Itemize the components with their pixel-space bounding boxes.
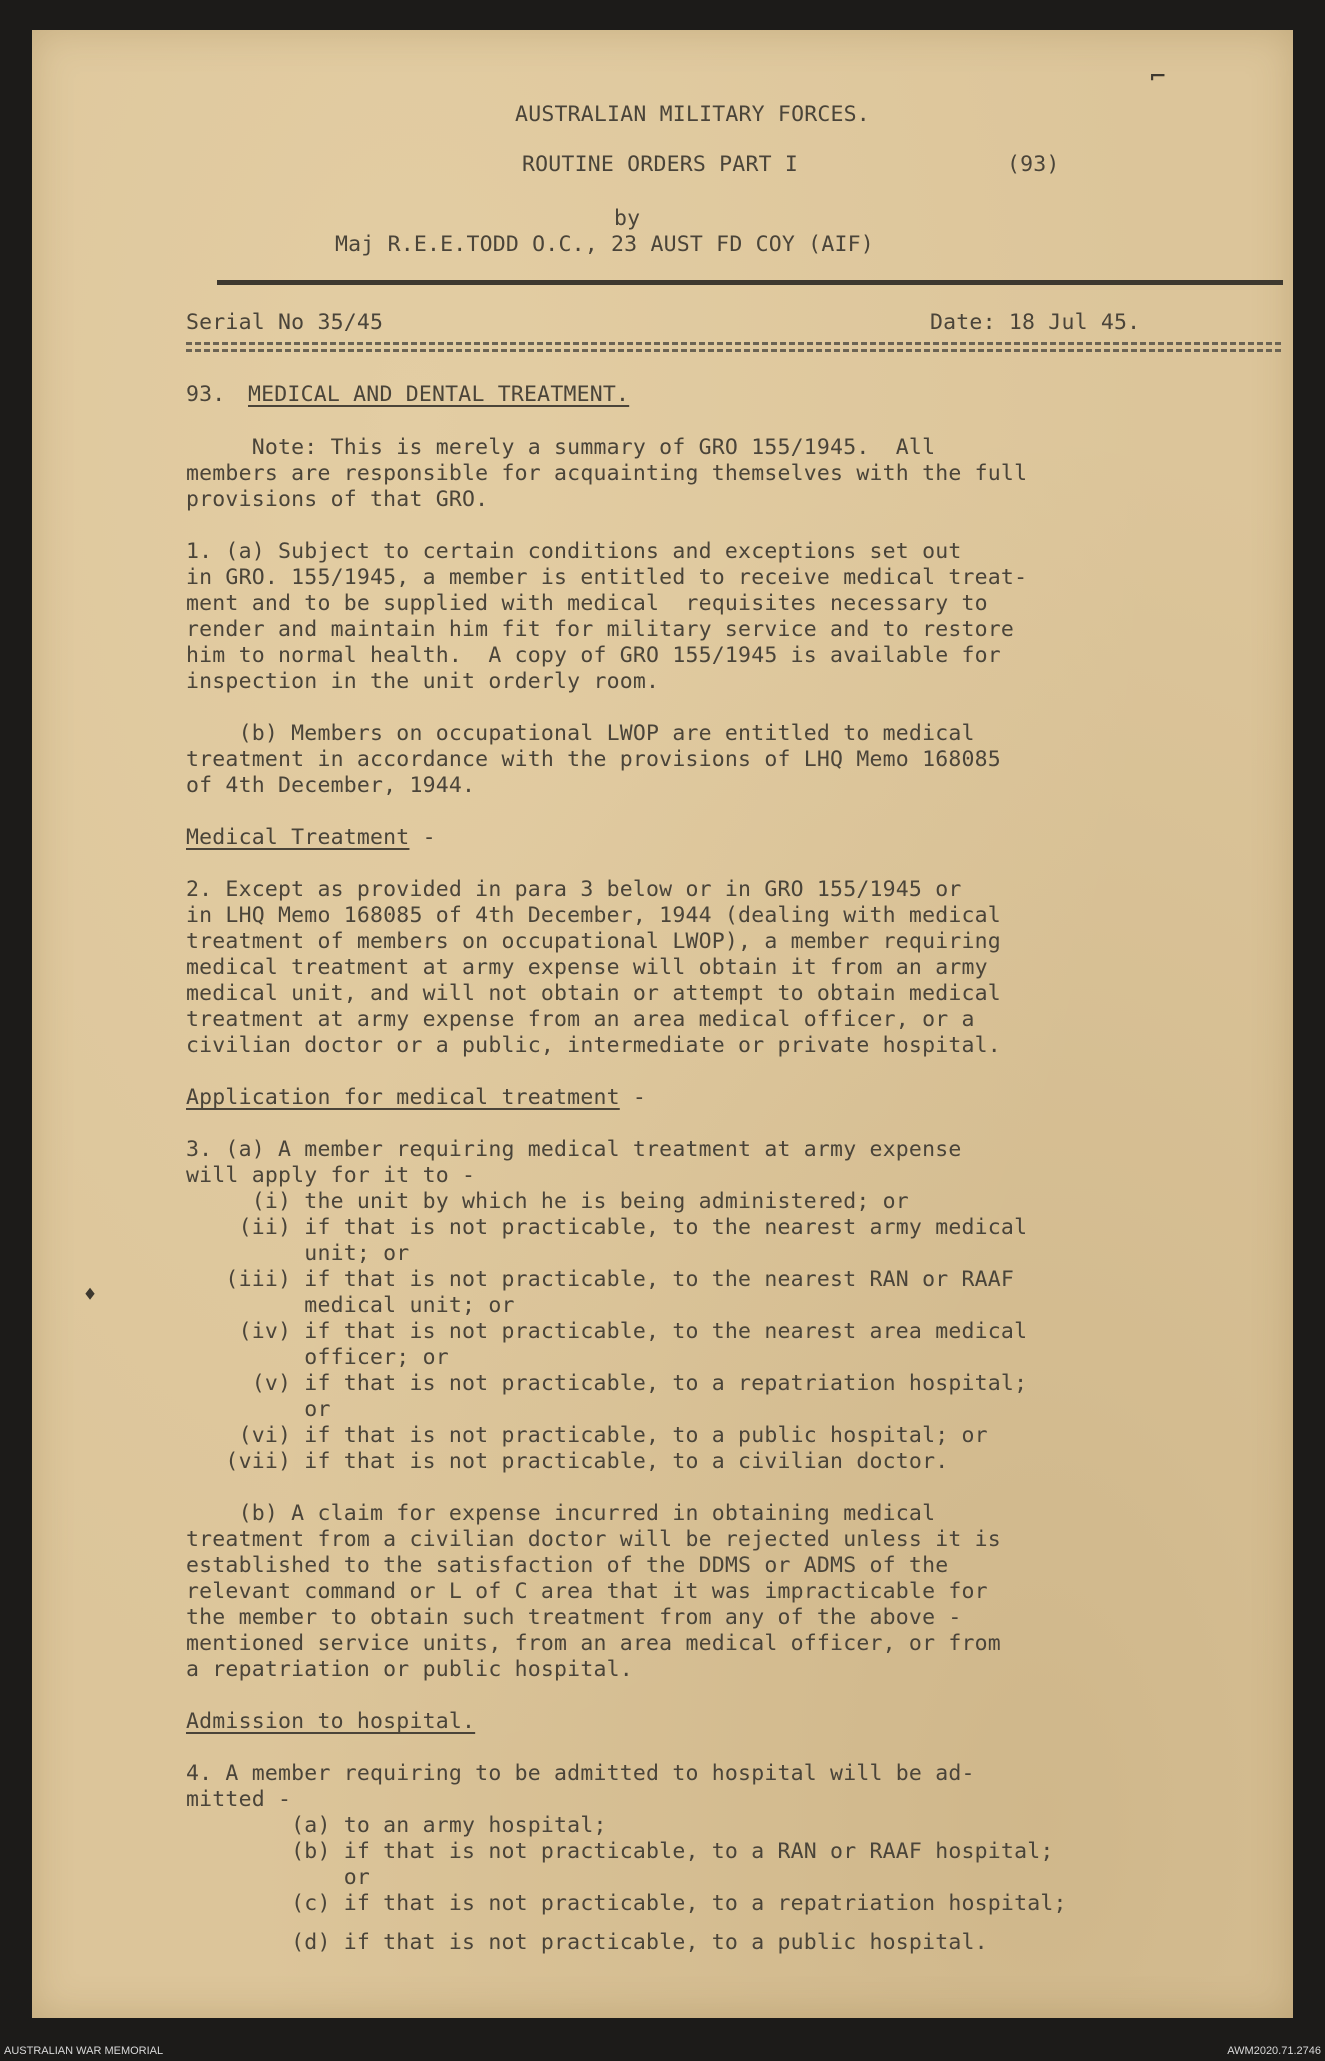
order-number: (93)	[1007, 152, 1060, 177]
orders-title: ROUTINE ORDERS PART I	[522, 152, 799, 177]
section-number: 93.	[186, 382, 226, 407]
officer-line: Maj R.E.E.TODD O.C., 23 AUST FD COY (AIF)	[335, 232, 874, 257]
document-page: AUSTRALIAN MILITARY FORCES. ROUTINE ORDERS PART I (93) by Maj R.E.E.TODD O.C., 23 AUST FD COY (AIF) Serial No 35/45 Date: 18 Jul 45. 93. MEDICAL AND DENTAL TREATMENT. Note: This is merely a summary of GRO 155/1945. All members are responsible for acquainting themselves with the full provisions of that GRO. 1. (a) Subject to certain conditions and exceptions set out in GRO. 155/1945, a member is entitled to receive medical treat- ment and to be supplied with medical requisites necessary to render and maintain him fit for military service and to restore him to normal health. A copy of GRO 155/1945 is available for inspection in the unit orderly room. (b) Members on occupational LWOP are entitled to medical treatment in accordance with the provisions of LHQ Memo 168085 of 4th December, 1944. Medical Treatment - 2. Except as provided in para 3 below or in GRO 155/1945 or in LHQ Memo 168085 of 4th December, 1944 (dealing with medical treatment of members on occupational LWOP), a member requiring medical treatment at army expense will obtain it from an army medical unit, and will not obtain or attempt to obtain medical treatment at army expense from an area medical officer, or a civilian doctor or a public, intermediate or private hospital. Application for medical treatment - 3. (a) A member requiring medical treatment at army expense will apply for it to - (i) the unit by which he is being administered; or (ii) if that is not practicable, to the nearest army medical unit; or (iii) if that is not practicable, to the nearest RAN or RAAF medical unit; or (iv) if that is not practicable, to the nearest area medical officer; or (v) if that is not practicable, to a repatriation hospital; or (vi) if that is not practicable, to a public hospital; or (vii) if that is not practicable, to a civilian doctor. (b) A claim for expense incurred in obtaining medical treatment from a civilian doctor will be rejected unless it is established to the satisfaction of the DDMS or ADMS of the relevant command or L of C area that it was impracticable for the member to obtain such treatment from any of the above - mentioned service units, from an area medical officer, or from a repatriation or public hospital. Admission to hospital. 4. A member requiring to be admitted to hospital will be ad- mitted - (a) to an army hospital; (b) if that is not practicable, to a RAN or RAAF hospital; or (c) if that is not practicable, to a repatriation hospital; (d) if that is not practicable, to a public hospital. ⌐ ♦	[32, 30, 1293, 2018]
subheading-application: Application for medical treatment -	[186, 1085, 647, 1110]
footer-accession: AWM2020.71.2746	[1227, 2045, 1321, 2057]
footer-credit: AUSTRALIAN WAR MEMORIAL	[4, 2045, 164, 2057]
by-label: by	[614, 206, 641, 231]
punch-mark: ♦	[84, 1282, 97, 1306]
order-date: Date: 18 Jul 45.	[930, 310, 1141, 335]
org-heading: AUSTRALIAN MILITARY FORCES.	[515, 102, 870, 127]
corner-tick-mark: ⌐	[1150, 62, 1166, 92]
serial-number: Serial No 35/45	[186, 310, 384, 335]
dashed-rule	[186, 342, 1281, 352]
subheading-admission: Admission to hospital.	[186, 1709, 476, 1734]
section-heading: MEDICAL AND DENTAL TREATMENT.	[248, 382, 630, 407]
subheading-medical-treatment: Medical Treatment -	[186, 825, 436, 850]
header-rule	[217, 280, 1283, 285]
